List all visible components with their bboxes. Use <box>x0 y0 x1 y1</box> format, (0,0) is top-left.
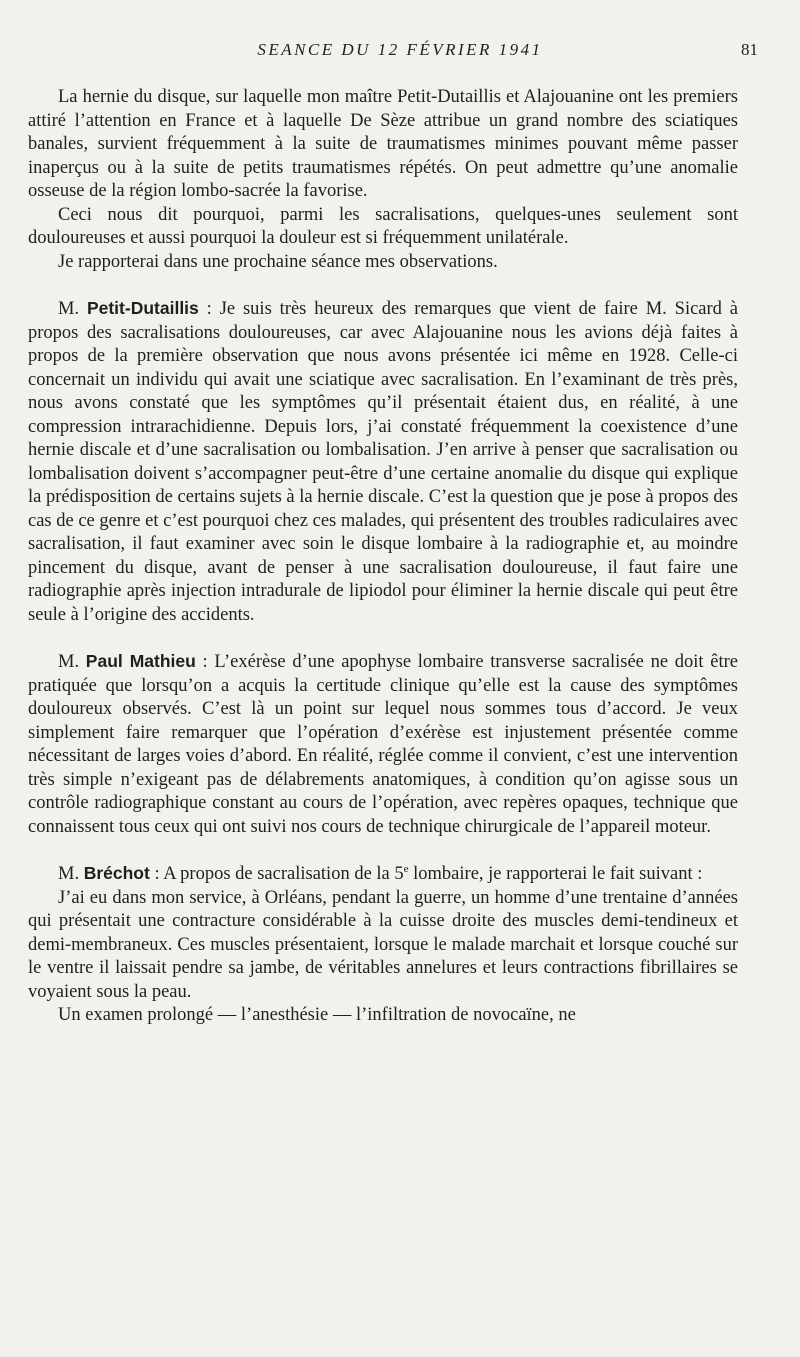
intervention-text: Je suis très heureux des remarques que vient de faire M. Sicard à propos des sacralisations douloureuses, car avec Alajouanine nous les avions déjà faites à propos de la première observation que nous avons présentée ici même en 1928. Celle-ci concernait un individu qui avait une sciatique avec sacralisation. En l’examinant de très près, nous avons constaté que les symptômes qu’il présentait étaient dus, en réalité, à une compression intrarachidienne. Depuis lors, j’ai constaté fréquemment la coexistence d’une hernie discale et d’une sacralisation ou lombalisation. J’en arrive à penser que sacralisation ou lombalisation doivent s’accompagner peut-être d’une certaine anomalie du disque qui explique la prédisposition de certains sujets à la hernie discale. C’est la question que je pose à propos des cas de ce genre et c’est pourquoi chez ces malades, qui présentent des troubles radiculaires avec sacralisation, il faut examiner avec soin le disque lombaire à la radiographie et, au moindre pincement du disque, avant de penser à une sacralisation douloureuse, il faut faire une radiographie après injection intradurale de lipiodol pour éliminer la hernie discale qui peut être seule à l’origine des accidents. <box>28 299 739 625</box>
intervention-text-b: lombaire, je rapporterai le fait suivant : <box>408 864 703 884</box>
running-head <box>28 40 772 64</box>
intervention-petit-dutaillis <box>28 297 738 627</box>
paragraph-examen: Un examen prolongé — l’anesthésie — l’infiltration de novocaïne, ne <box>58 1005 576 1025</box>
speaker-colon: : <box>198 299 212 319</box>
speaker-prefix: M. <box>58 864 84 884</box>
page-number: 81 <box>741 40 758 59</box>
paragraph-hernie: La hernie du disque, sur laquelle mon maître Petit-Dutaillis et Alajouanine ont les premiers attiré l’attention en France et à laquelle De Sèze attribue un grand nombre des sciatiques banales, survient fréquemment à la suite de traumatismes minimes pouvant même passer inaperçus ou à la suite de petits traumatismes répétés. On peut admettre qu’une anomalie osseuse de la région lombo-sacrée la favorise. <box>28 87 738 201</box>
running-title: SEANCE DU 12 FÉVRIER 1941 <box>257 40 543 59</box>
intervention-paul-mathieu <box>28 650 738 839</box>
speaker-name: Paul Mathieu <box>85 651 196 671</box>
body-text <box>28 86 738 1028</box>
ordinal-superscript: e <box>403 862 409 875</box>
paragraph-observations: Je rapporterai dans une prochaine séance mes observations. <box>58 251 498 272</box>
speaker-prefix: M. <box>58 652 86 672</box>
speaker-name: Bréchot <box>83 863 150 883</box>
speaker-name: Petit-Dutaillis <box>86 298 199 318</box>
speaker-prefix: M. <box>58 299 87 319</box>
speaker-colon: : <box>195 652 208 672</box>
intervention-text-a: A propos de sacralisation de la 5 <box>159 864 404 884</box>
speaker-colon: : <box>149 864 160 884</box>
paragraph-orleans: J’ai eu dans mon service, à Orléans, pendant la guerre, un homme d’une trentaine d’années qui présentait une contracture considérable à la cuisse droite des muscles demi-tendineux et demi-membraneux. Ces muscles présentaient, lorsque le malade marchait et lorsque couché sur le ventre il laissait pendre sa jambe, de véritables annelures et leurs contractions fibrillaires se voyaient sous la peau. <box>28 887 738 1002</box>
paragraph-ceci: Ceci nous dit pourquoi, parmi les sacralisations, quelques-unes seulement sont douloureuses et aussi pourquoi la douleur est si fréquemment unilatérale. <box>28 204 738 248</box>
intervention-brechot <box>28 862 738 887</box>
intervention-text: L’exérèse d’une apophyse lombaire transverse sacralisée ne doit être pratiquée que lorsqu’on a acquis la certitude clinique qu’elle est la cause des symptômes douloureux observés. C’est là un point sur lequel nous sommes tous d’accord. Je veux simplement faire remarquer que l’opération d’exérèse est injustement présentée comme nécessitant de larges voies d’abord. En réalité, réglée comme il convient, c’est une intervention très simple n’exigeant pas de délabrements anatomiques, à condition qu’on agisse sous un contrôle radiographique constant au cours de l’opération, avec repères opaques, technique que connaissent tous ceux qui ont suivi nos cours de technique chirurgicale de l’appareil moteur. <box>28 652 739 837</box>
